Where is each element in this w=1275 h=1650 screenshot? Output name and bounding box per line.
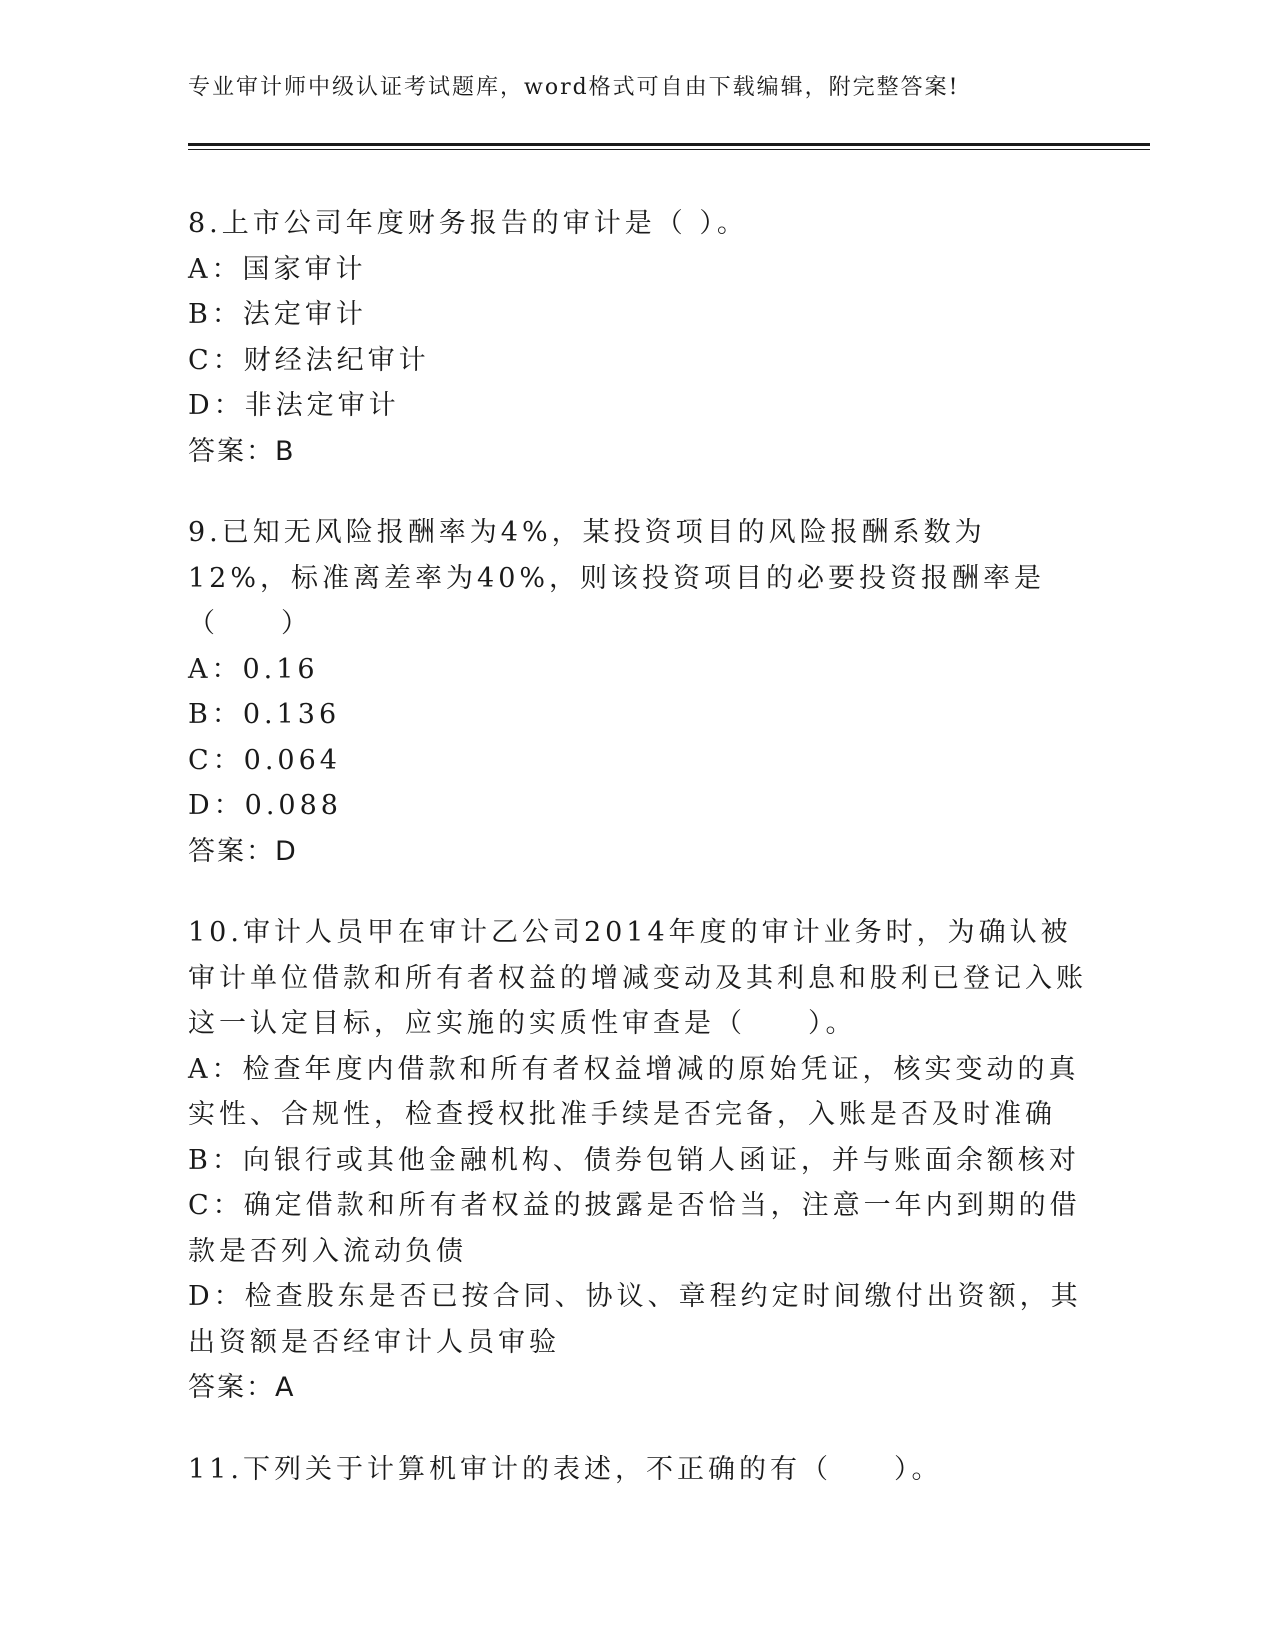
answer-line: 答案：A [188,1372,296,1403]
question-stem: 9.已知无风险报酬率为4%，某投资项目的风险报酬系数为12%，标准离差率为40%，则该投资项目的必要投资报酬率是（ ） [188,517,1046,639]
option-b: B：向银行或其他金融机构、债券包销人函证，并与账面余额核对 [188,1144,1080,1176]
question-list [188,201,1088,1528]
question-stem: 10.审计人员甲在审计乙公司2014年度的审计业务时，为确认被审计单位借款和所有者权益的增减变动及其利息和股利已登记入账这一认定目标，应实施的实质性审查是（ ）。 [188,917,1087,1039]
option-a: A：0.16 [188,653,319,685]
option-c: C：财经法纪审计 [188,344,430,376]
question-stem: 8.上市公司年度财务报告的审计是（ ）。 [188,208,748,239]
answer-line: 答案：D [188,835,298,867]
header-rule-thick [188,143,1150,146]
question-stem: 11.下列关于计算机审计的表述，不正确的有（ ）。 [188,1453,943,1485]
option-b: B：0.136 [188,699,341,730]
page-header: 专业审计师中级认证考试题库，word格式可自由下载编辑，附完整答案! [188,75,960,100]
header-rule-thin [188,149,1150,150]
option-c: C：0.064 [188,744,341,776]
question-11 [188,1447,1088,1493]
question-10 [188,910,1088,1411]
option-b: B：法定审计 [188,299,367,330]
option-a: A：国家审计 [188,253,367,285]
question-9 [188,510,1088,874]
option-c: C：确定借款和所有者权益的披露是否恰当，注意一年内到期的借款是否列入流动负债 [188,1190,1081,1267]
answer-line: 答案：B [188,435,296,467]
question-8 [188,201,1088,474]
option-d: D：0.088 [188,790,342,821]
option-a: A：检查年度内借款和所有者权益增减的原始凭证，核实变动的真实性、合规性，检查授权批准手续是否完备，入账是否及时准确 [188,1053,1080,1130]
option-d: D：检查股东是否已按合同、协议、章程约定时间缴付出资额，其出资额是否经审计人员审验 [188,1281,1082,1358]
option-d: D：非法定审计 [188,390,400,421]
